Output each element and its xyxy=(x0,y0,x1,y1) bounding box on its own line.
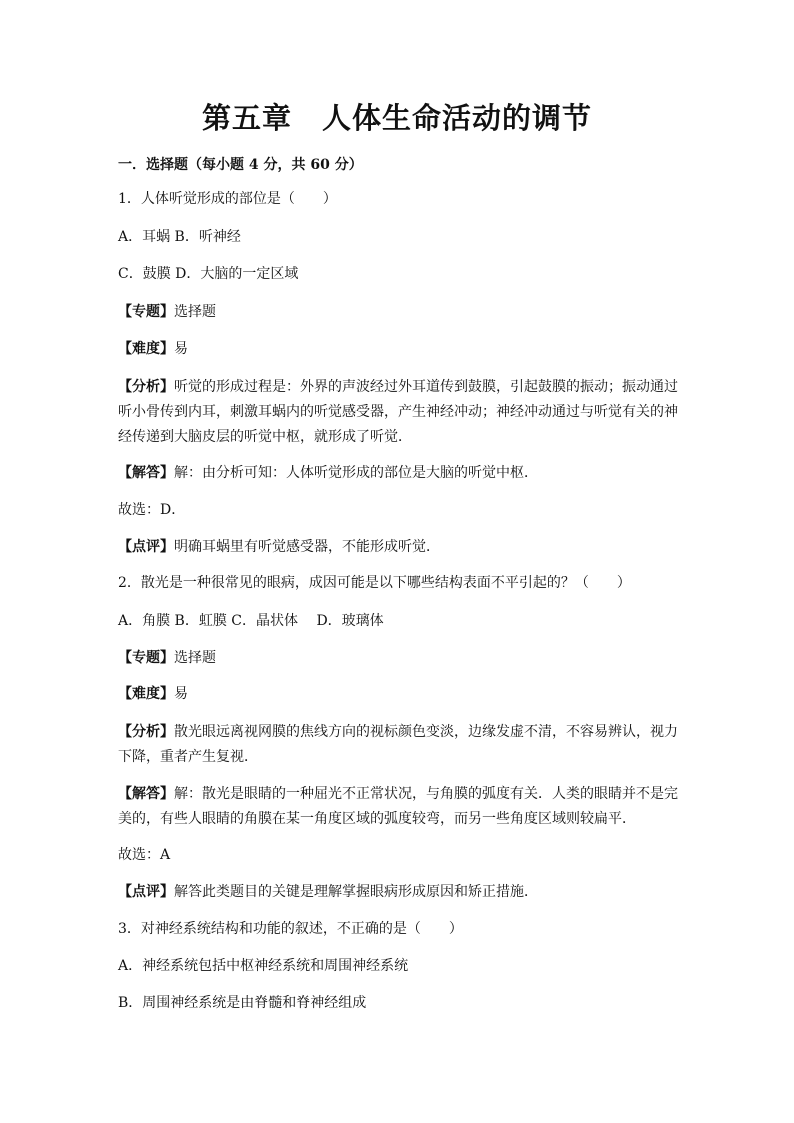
q3-option-a: A．神经系统包括中枢神经系统和周围神经系统 xyxy=(118,958,409,974)
section-heading: 一．选择题（每小题 4 分，共 60 分） xyxy=(118,157,363,173)
q1-answer xyxy=(118,461,538,486)
q1-difficulty xyxy=(118,337,188,362)
q1-difficulty-tag: 【难度】 xyxy=(118,341,174,357)
q2-answer-text: 解：散光是眼睛的一种屈光不正常状况，与角膜的弧度有关．人类的眼睛并不是完美的，有些人眼睛的角膜在某一角度区域的弧度较弯，而另一些角度区域则较扁平． xyxy=(118,786,678,827)
q2-comment-tag: 【点评】 xyxy=(118,884,174,900)
q1-choice: 故选：D． xyxy=(118,502,186,518)
q2-options-line1: A．角膜 B．虹膜 C．晶状体 D．玻璃体 xyxy=(118,613,384,629)
q1-analysis-text: 听觉的形成过程是：外界的声波经过外耳道传到鼓膜，引起鼓膜的振动；振动通过听小骨传到内耳，刺激耳蜗内的听觉感受器，产生神经冲动；神经冲动通过与听觉有关的神经传递到大脑皮层的听觉中枢，就形成了听觉． xyxy=(118,379,678,445)
q1-comment xyxy=(118,535,440,560)
q2-difficulty xyxy=(118,682,188,707)
q1-analysis-tag: 【分析】 xyxy=(118,379,174,395)
q1-stem: 1．人体听觉形成的部位是（ ） xyxy=(118,191,337,207)
q1-comment-tag: 【点评】 xyxy=(118,539,174,555)
q1-difficulty-text: 易 xyxy=(174,341,188,357)
q1-answer-text: 解：由分析可知：人体听觉形成的部位是大脑的听觉中枢． xyxy=(174,465,538,481)
q2-stem: 2．散光是一种很常见的眼病，成因可能是以下哪些结构表面不平引起的？（ ） xyxy=(118,575,631,591)
q2-analysis-tag: 【分析】 xyxy=(118,724,174,740)
q1-topic xyxy=(118,300,216,325)
q2-choice: 故选：A xyxy=(118,847,171,863)
q1-options-line1: A．耳蜗 B．听神经 xyxy=(118,229,241,245)
q1-answer-tag: 【解答】 xyxy=(118,465,174,481)
q2-comment xyxy=(118,880,538,905)
q1-topic-tag: 【专题】 xyxy=(118,304,174,320)
q1-topic-text: 选择题 xyxy=(174,304,216,320)
q1-options-line2: C．鼓膜 D．大脑的一定区域 xyxy=(118,266,299,282)
q2-analysis-text: 散光眼远离视网膜的焦线方向的视标颜色变淡，边缘发虚不清，不容易辨认，视力下降，重者产生复视． xyxy=(118,724,678,765)
q2-answer-tag: 【解答】 xyxy=(118,786,174,802)
q2-topic xyxy=(118,646,216,671)
q1-analysis xyxy=(118,375,678,450)
q2-topic-tag: 【专题】 xyxy=(118,650,174,666)
q2-topic-text: 选择题 xyxy=(174,650,216,666)
q2-difficulty-text: 易 xyxy=(174,686,188,702)
q1-comment-text: 明确耳蜗里有听觉感受器，不能形成听觉． xyxy=(174,539,440,555)
q3-option-b: B．周围神经系统是由脊髓和脊神经组成 xyxy=(118,995,367,1011)
q2-difficulty-tag: 【难度】 xyxy=(118,686,174,702)
q2-comment-text: 解答此类题目的关键是理解掌握眼病形成原因和矫正措施． xyxy=(174,884,538,900)
chapter-title: 第五章 人体生命活动的调节 xyxy=(201,101,592,135)
q3-stem: 3．对神经系统结构和功能的叙述，不正确的是（ ） xyxy=(118,921,463,937)
q2-answer xyxy=(118,782,678,832)
q2-analysis xyxy=(118,720,678,770)
